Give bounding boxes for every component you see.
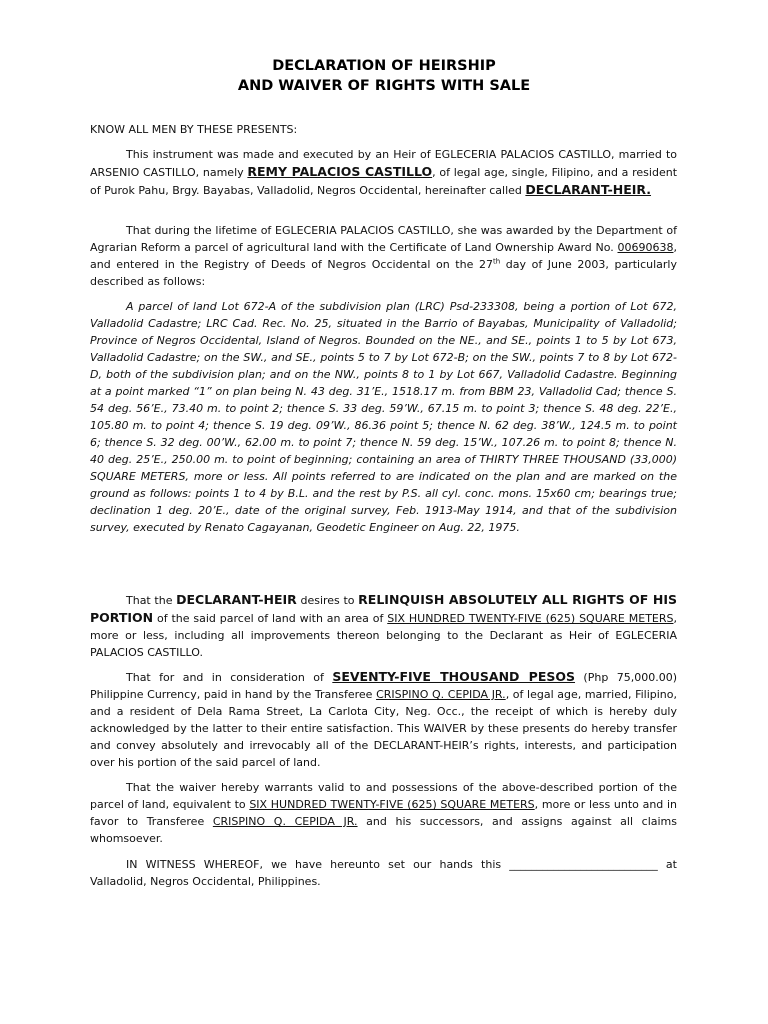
paragraph-text: at Valladolid, Negros Occidental, Philippines. [90,858,677,888]
paragraph-text: , more or less unto and in favor to Transferee [90,798,677,828]
transferee-name: CRISPINO Q. CEPIDA JR. [212,815,358,828]
paragraph-text: , of legal age, single, Filipino, and a resident of Purok Pahu, Brgy. Bayabas, Valladolid, Negros Occidental, hereinafter called [90,166,678,197]
opening-phrase: KNOW ALL MEN BY THESE PRESENTS: [90,123,298,136]
declarant-reference: DECLARANT-HEIR [176,592,297,607]
paragraph-declarant-intro [90,146,677,199]
paragraph-witness [90,856,677,890]
paragraph-text: desires to [296,594,359,607]
award-number: 00690638 [617,241,674,254]
paragraph-text: That the [126,594,177,607]
consideration-amount: SEVENTY-FIVE THOUSAND PESOS [332,669,576,684]
ordinal-suffix: th [492,257,501,266]
portion-area: SIX HUNDRED TWENTY-FIVE (625) SQUARE METERS [249,798,535,811]
paragraph-text: That during the lifetime of EGLECERIA PALACIOS CASTILLO, she was awarded by the Department of Agrarian Reform a parcel of agricultural land with the Certificate of Land Ownership Award No. [90,224,677,254]
date-blank-line: ___________________________ [509,858,658,871]
paragraph-text: (Php 75,000.00) Philippine Currency, paid in hand by the Transferee [90,671,677,701]
declarant-name: REMY PALACIOS CASTILLO [247,164,433,179]
paragraph-land-award [90,222,677,290]
document-title-line-1: DECLARATION OF HEIRSHIP [272,58,496,74]
document-title-line-2: AND WAIVER OF RIGHTS WITH SALE [237,78,531,94]
portion-area: SIX HUNDRED TWENTY-FIVE (625) SQUARE METERS [387,612,674,625]
paragraph-relinquish [90,591,677,661]
paragraph-text: That the waiver hereby warrants valid to and possessions of the above-described portion of the parcel of land, equivalent to [90,781,677,811]
paragraph-text: IN WITNESS WHEREOF, we have hereunto set our hands this [126,858,510,871]
paragraph-text: and his successors, and assigns against all claims whomsoever. [90,815,677,845]
paragraph-text: This instrument was made and executed by an Heir of EGLECERIA PALACIOS CASTILLO, married to ARSENIO CASTILLO, namely [90,148,677,179]
paragraph-text: , and entered in the Registry of Deeds of Negros Occidental on the 27 [90,241,677,271]
declarant-designation: DECLARANT-HEIR. [525,182,652,197]
paragraph-text: , of legal age, married, Filipino, and a resident of Dela Rama Street, La Carlota City, Neg. Occ., the receipt of which is hereby duly acknowledged by the latter to their entire satisfaction. This WAIVER by these presents do hereby transfer and convey absolutely and irrevocably all of the DECLARANT-HEIR’s rights, interests, and participation over his portion of the said parcel of land. [90,688,678,769]
paragraph-text: of the said parcel of land with an area of [153,612,388,625]
relinquish-clause: RELINQUISH ABSOLUTELY ALL RIGHTS OF HIS PORTION [90,592,677,625]
paragraph-warranty [90,779,677,847]
paragraph-text: That for and in consideration of [126,671,333,684]
paragraph-text: day of June 2003, particularly described as follows: [90,258,677,288]
legal-description: A parcel of land Lot 672-A of the subdivision plan (LRC) Psd-233308, being a portion of Lot 672, Valladolid Cadastre; LRC Cad. Rec. No. 25, situated in the Barrio of Bayabas, Municipality of Valladolid; Province of Negros Occidental, Island of Negros. Bounded on the NE., and SE., points 1 to 5 by Lot 673, Valladolid Cadastre; on the SW., and SE., points 5 to 7 by Lot 672-B; on the SW., points 7 to 8 by Lot 672-D, both of the subdivision plan; and on the NW., points 8 to 1 by Lot 667, Valladolid Cadastre. Beginning at a point marked “1” on plan being N. 43 deg. 31’E., 1518.17 m. from BBM 23, Valladolid Cad; thence S. 54 deg. 56’E., 73.40 m. to point 2; thence S. 33 deg. 59’W., 67.15 m. to point 3; thence S. 48 deg. 22’E., 105.80 m. to point 4; thence S. 19 deg. 09’W., 86.36 point 5; thence N. 62 deg. 38’W., 124.5 m. to point 6; thence S. 32 deg. 00’W., 62.00 m. to point 7; thence N. 59 deg. 15’W., 107.26 m. to point 8; thence N. 40 deg. 25’E., 250.00 m. to point of beginning; containing an area of THIRTY THREE THOUSAND (33,000) SQUARE METERS, more or less. All points referred to are indicated on the plan and are marked on the ground as follows: points 1 to 4 by B.L. and the rest by P.S. all cyl. conc. mons. 15x60 cm; bearings true; declination 1 deg. 20’E., date of the original survey, Feb. 1913-May 1914, and that of the subdivision survey, executed by Renato Cagayanan, Geodetic Engineer on Aug. 22, 1975. [90,300,677,534]
paragraph-text: , more or less, including all improvements thereon belonging to the Declarant as Heir of EGLECERIA PALACIOS CASTILLO. [90,612,677,659]
paragraph-consideration [90,668,677,771]
transferee-name: CRISPINO Q. CEPIDA JR. [376,688,506,701]
